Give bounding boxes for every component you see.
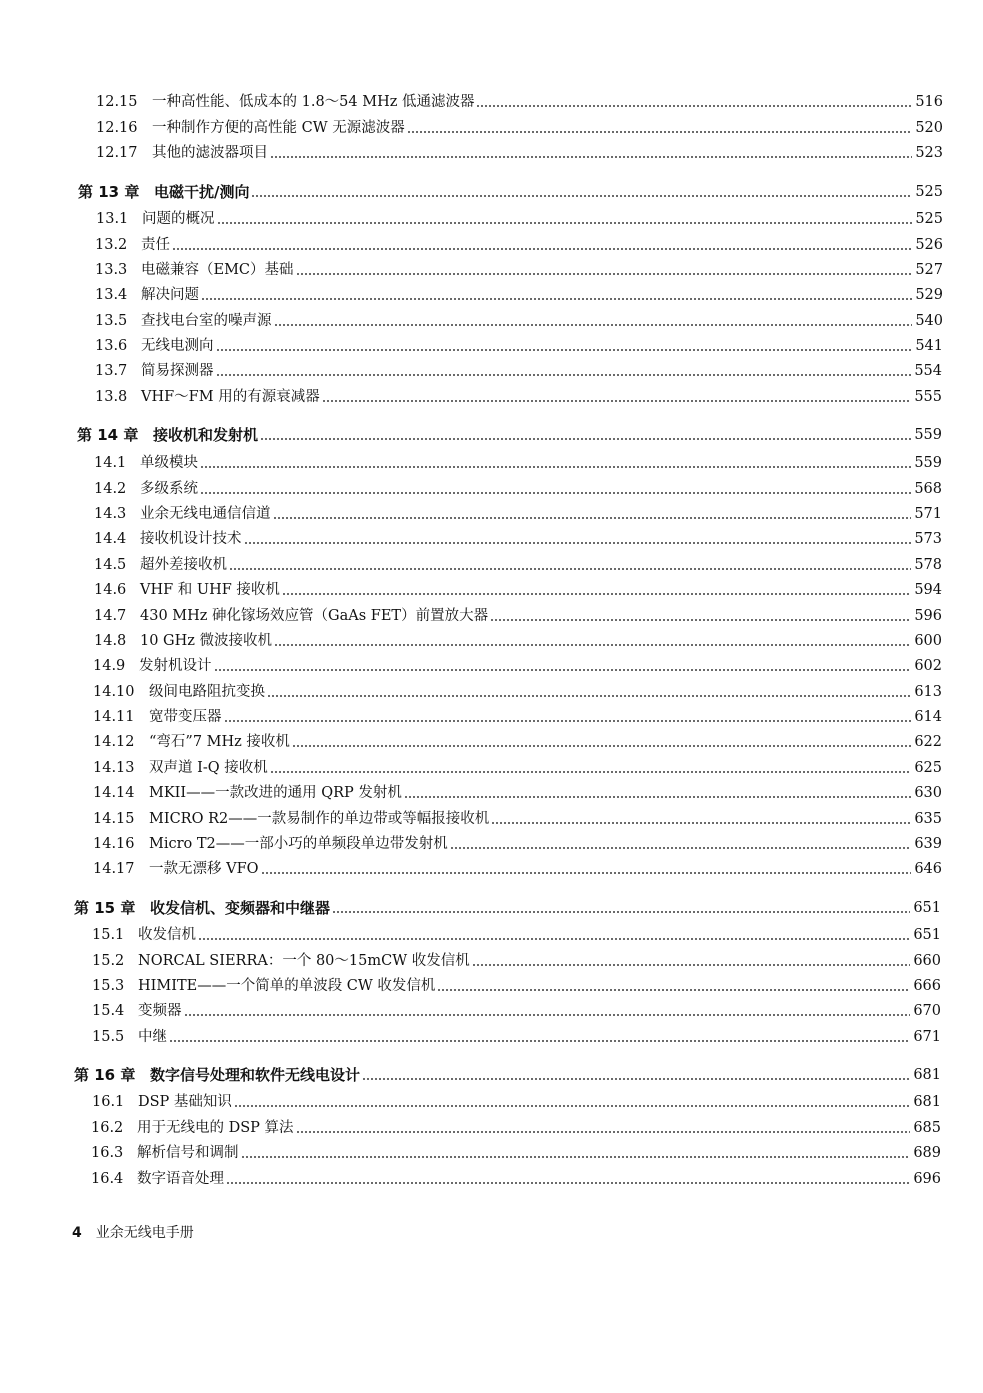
toc-section-row [94, 530, 942, 548]
chapter-title: 接收机和发射机 [153, 426, 259, 444]
dot-leader [226, 1182, 910, 1184]
dot-leader [241, 1156, 911, 1158]
dot-leader [407, 131, 913, 133]
section-number: 15.2 [92, 953, 125, 969]
chapter-title: 电磁干扰/测向 [154, 183, 250, 201]
dot-leader [332, 911, 910, 913]
section-title: 业余无线电通信信道 [140, 506, 271, 522]
section-number: 13.3 [95, 262, 128, 278]
page-number: 540 [915, 313, 943, 329]
dot-leader [216, 349, 913, 351]
section-number: 13.7 [95, 363, 128, 379]
section-number: 14.1 [94, 455, 127, 471]
page-number: 635 [914, 811, 942, 827]
footer-book-title: 业余无线电手册 [95, 1225, 194, 1241]
page-number: 685 [913, 1120, 941, 1136]
toc-section-row [93, 733, 942, 751]
page-number: 613 [914, 684, 942, 700]
toc-section-row [93, 835, 942, 853]
toc-section-row [94, 454, 942, 472]
section-number: 15.5 [92, 1029, 125, 1045]
toc-section-row [93, 860, 942, 878]
chapter-number: 第 13 章 [78, 183, 140, 201]
toc-section-row [93, 784, 942, 802]
section-title: 接收机设计技术 [140, 531, 242, 547]
toc-section-row [95, 236, 943, 254]
section-title: DSP 基础知识 [138, 1094, 232, 1110]
section-title: MICRO R2——一款易制作的单边带或等幅报接收机 [149, 811, 490, 827]
dot-leader [270, 771, 912, 773]
section-number: 14.8 [94, 633, 127, 649]
section-number: 12.17 [96, 145, 138, 161]
section-title: VHF～FM 用的有源衰减器 [141, 389, 320, 405]
page-number: 681 [913, 1067, 941, 1083]
section-number: 13.2 [95, 237, 128, 253]
page-number: 596 [914, 608, 942, 624]
section-number: 14.17 [93, 861, 135, 877]
page-number: 671 [913, 1029, 941, 1045]
toc-section-row [94, 505, 942, 523]
section-number: 13.1 [96, 211, 129, 227]
section-number: 13.8 [95, 389, 128, 405]
footer-page-number: 4 [72, 1225, 82, 1241]
page-number: 666 [913, 978, 941, 994]
section-title: 一款无漂移 VFO [149, 861, 259, 877]
dot-leader [490, 619, 911, 621]
section-title: 变频器 [138, 1003, 182, 1019]
page-number: 630 [914, 785, 942, 801]
toc-section-row [93, 683, 942, 701]
section-number: 12.15 [96, 94, 138, 110]
section-title: 单级模块 [140, 455, 198, 471]
toc-section-row [95, 388, 942, 406]
dot-leader [267, 695, 911, 697]
dot-leader [198, 938, 910, 940]
section-title: 级间电路阻抗变换 [149, 684, 265, 700]
dot-leader [472, 964, 911, 966]
page-number: 600 [914, 633, 942, 649]
page-number: 689 [913, 1145, 941, 1161]
chapter-title: 收发信机、变频器和中继器 [150, 899, 331, 917]
section-number: 13.5 [95, 313, 128, 329]
page-number: 559 [914, 455, 942, 471]
toc-section-row [91, 1119, 941, 1137]
page-number: 651 [913, 927, 941, 943]
toc-section-row [92, 977, 941, 995]
dot-leader [260, 438, 911, 440]
page-number: 525 [915, 211, 943, 227]
section-title: 发射机设计 [139, 658, 212, 674]
dot-leader [261, 872, 912, 874]
dot-leader [282, 593, 911, 595]
page-number: 554 [914, 363, 942, 379]
dot-leader [216, 374, 912, 376]
toc-section-row [93, 759, 942, 777]
toc-chapter-row [77, 426, 942, 444]
section-title: 查找电台室的噪声源 [141, 313, 272, 329]
page-number: 529 [915, 287, 943, 303]
page-number: 651 [913, 900, 941, 916]
page-number: 660 [913, 953, 941, 969]
dot-leader [234, 1105, 910, 1107]
chapter-title: 数字信号处理和软件无线电设计 [150, 1066, 361, 1084]
section-title: 问题的概况 [142, 211, 215, 227]
dot-leader [200, 492, 911, 494]
page-number: 526 [915, 237, 943, 253]
page-number: 614 [914, 709, 942, 725]
dot-leader [404, 796, 911, 798]
dot-leader [296, 273, 913, 275]
chapter-number: 第 15 章 [74, 899, 136, 917]
page-number: 541 [915, 338, 943, 354]
page-number: 559 [914, 427, 942, 443]
page-number: 594 [914, 582, 942, 598]
page-number: 573 [914, 531, 942, 547]
chapter-number: 第 14 章 [77, 426, 139, 444]
toc-section-row [94, 581, 942, 599]
section-title: 电磁兼容（EMC）基础 [141, 262, 294, 278]
dot-leader [450, 847, 912, 849]
toc-section-row [92, 1093, 941, 1111]
section-number: 14.7 [94, 608, 127, 624]
toc-section-row [92, 926, 941, 944]
dot-leader [201, 298, 912, 300]
page-number: 523 [915, 145, 943, 161]
dot-leader [229, 568, 911, 570]
section-number: 14.5 [94, 557, 127, 573]
dot-leader [476, 105, 912, 107]
page-number: 639 [914, 836, 942, 852]
dot-leader [169, 1040, 910, 1042]
page-number: 568 [914, 481, 942, 497]
page-number: 527 [915, 262, 943, 278]
toc-section-row [92, 952, 941, 970]
section-number: 12.16 [96, 120, 138, 136]
section-number: 14.15 [93, 811, 135, 827]
section-title: 简易探测器 [141, 363, 214, 379]
section-number: 14.16 [93, 836, 135, 852]
dot-leader [270, 156, 912, 158]
page-number: 525 [915, 184, 943, 200]
dot-leader [244, 542, 912, 544]
section-title: 双声道 I-Q 接收机 [149, 760, 268, 776]
section-number: 15.1 [92, 927, 125, 943]
dot-leader [437, 989, 910, 991]
toc-chapter-row [74, 899, 941, 917]
page-number: 571 [914, 506, 942, 522]
page-number: 520 [915, 120, 943, 136]
page-number: 578 [914, 557, 942, 573]
section-title: 无线电测向 [141, 338, 214, 354]
dot-leader [491, 822, 911, 824]
section-title: 宽带变压器 [149, 709, 222, 725]
section-title: 数字语音处理 [137, 1171, 224, 1187]
toc-section-row [92, 1002, 941, 1020]
dot-leader [251, 195, 912, 197]
section-number: 14.13 [93, 760, 135, 776]
section-number: 16.2 [91, 1120, 124, 1136]
section-title: 一种高性能、低成本的 1.8～54 MHz 低通滤波器 [152, 94, 475, 110]
section-number: 16.1 [92, 1094, 125, 1110]
toc-section-row [93, 708, 942, 726]
page-number: 646 [914, 861, 942, 877]
section-number: 14.14 [93, 785, 135, 801]
section-number: 13.4 [95, 287, 128, 303]
page-number: 516 [915, 94, 943, 110]
page-number: 696 [913, 1171, 941, 1187]
section-number: 14.9 [93, 658, 126, 674]
toc-section-row [96, 119, 943, 137]
section-title: VHF 和 UHF 接收机 [140, 582, 280, 598]
section-title: 10 GHz 微波接收机 [140, 633, 273, 649]
section-number: 15.3 [92, 978, 125, 994]
dot-leader [292, 745, 911, 747]
section-title: 超外差接收机 [140, 557, 227, 573]
toc-section-row [94, 556, 942, 574]
dot-leader [362, 1078, 910, 1080]
section-title: 解析信号和调制 [137, 1145, 239, 1161]
toc-section-row [94, 607, 942, 625]
toc-section-row [95, 286, 943, 304]
dot-leader [217, 222, 913, 224]
dot-leader [322, 400, 912, 402]
toc-section-row [95, 312, 943, 330]
page-number: 681 [913, 1094, 941, 1110]
section-number: 14.4 [94, 531, 127, 547]
section-title: 中继 [138, 1029, 167, 1045]
section-title: 一种制作方便的高性能 CW 无源滤波器 [152, 120, 405, 136]
toc-section-row [93, 810, 942, 828]
section-number: 13.6 [95, 338, 128, 354]
section-number: 14.10 [93, 684, 135, 700]
dot-leader [273, 517, 912, 519]
section-title: HIMITE——一个简单的单波段 CW 收发信机 [138, 978, 436, 994]
section-number: 14.2 [94, 481, 127, 497]
toc-section-row [95, 261, 943, 279]
dot-leader [274, 644, 911, 646]
dot-leader [296, 1131, 911, 1133]
dot-leader [274, 324, 913, 326]
section-number: 16.4 [91, 1171, 124, 1187]
section-number: 14.11 [93, 709, 135, 725]
section-title: 责任 [141, 237, 170, 253]
toc-section-row [96, 210, 943, 228]
dot-leader [184, 1014, 911, 1016]
toc-section-row [95, 337, 943, 355]
dot-leader [214, 669, 912, 671]
section-number: 16.3 [91, 1145, 124, 1161]
section-title: “弯石”7 MHz 接收机 [149, 734, 290, 750]
toc-section-row [91, 1144, 941, 1162]
section-title: 用于无线电的 DSP 算法 [137, 1120, 294, 1136]
dot-leader [200, 466, 911, 468]
page-number: 670 [913, 1003, 941, 1019]
toc-section-row [95, 362, 942, 380]
dot-leader [224, 720, 912, 722]
page-number: 622 [914, 734, 942, 750]
section-number: 15.4 [92, 1003, 125, 1019]
chapter-number: 第 16 章 [74, 1066, 136, 1084]
section-number: 14.3 [94, 506, 127, 522]
page-footer [72, 1222, 194, 1242]
page-number: 625 [914, 760, 942, 776]
toc-section-row [94, 632, 942, 650]
toc-section-row [93, 657, 942, 675]
section-number: 14.12 [93, 734, 135, 750]
section-title: 430 MHz 砷化镓场效应管（GaAs FET）前置放大器 [140, 608, 489, 624]
toc-section-row [91, 1170, 941, 1188]
toc-section-row [96, 144, 943, 162]
page-number: 555 [914, 389, 942, 405]
page-number: 602 [914, 658, 942, 674]
toc-section-row [96, 93, 943, 111]
toc-section-row [92, 1028, 941, 1046]
toc-chapter-row [74, 1066, 941, 1084]
section-number: 14.6 [94, 582, 127, 598]
section-title: 多级系统 [140, 481, 198, 497]
dot-leader [172, 248, 912, 250]
section-title: NORCAL SIERRA：一个 80～15mCW 收发信机 [138, 953, 470, 969]
section-title: 收发信机 [138, 927, 196, 943]
section-title: 其他的滤波器项目 [152, 145, 268, 161]
toc-section-row [94, 480, 942, 498]
toc-chapter-row [78, 183, 943, 201]
section-title: 解决问题 [141, 287, 199, 303]
section-title: Micro T2——一部小巧的单频段单边带发射机 [149, 836, 448, 852]
section-title: MKII——一款改进的通用 QRP 发射机 [149, 785, 402, 801]
